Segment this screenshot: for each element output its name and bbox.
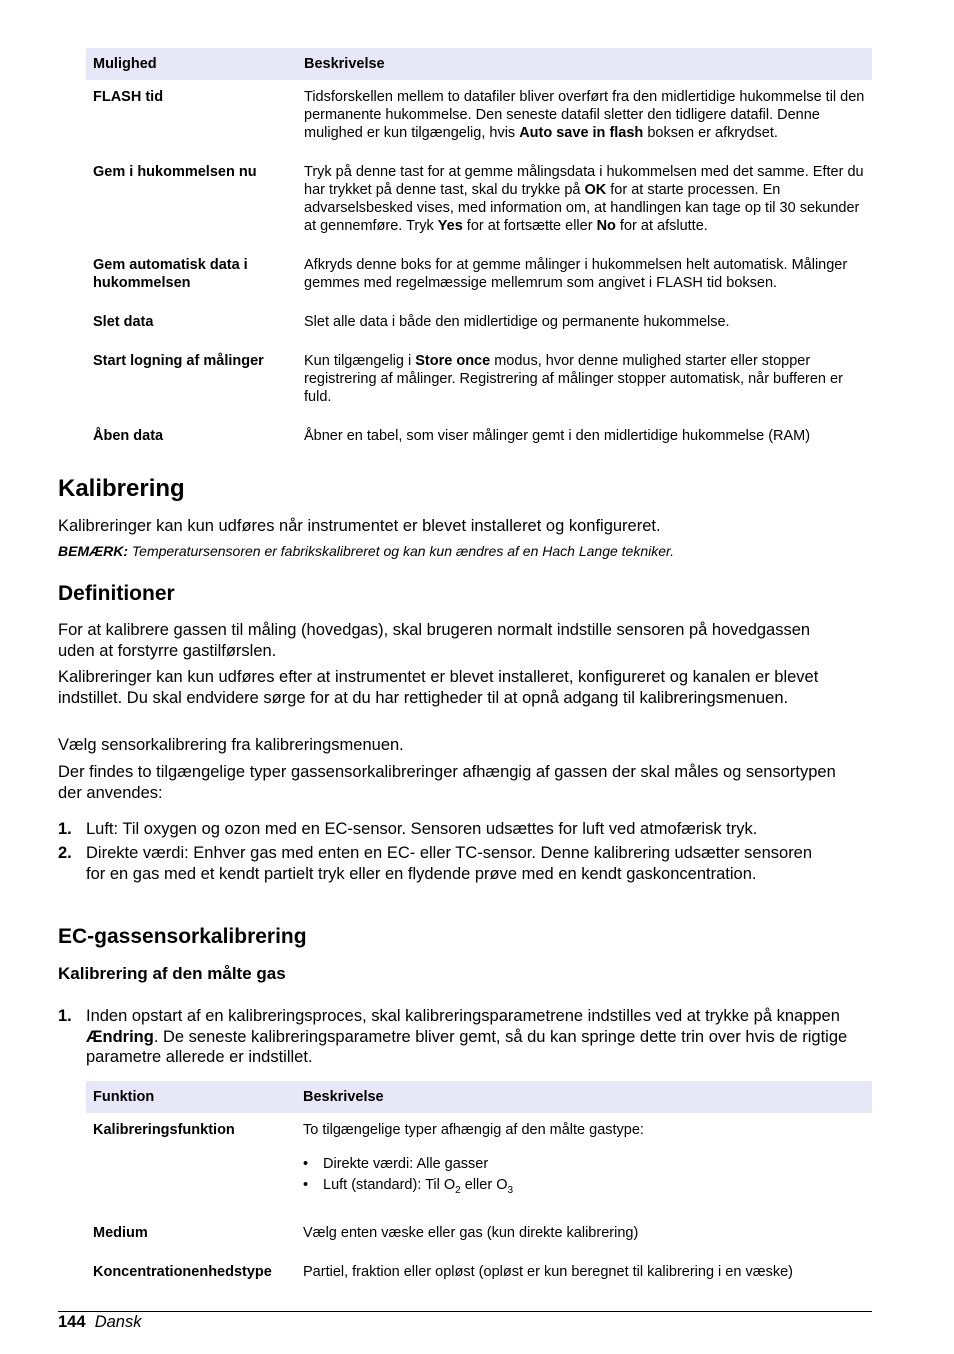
bullet-list [303, 1155, 865, 1200]
note-text: Temperatursensoren er fabrikskalibreret og kan kun ændres af en Hach Lange tekniker. [128, 543, 675, 559]
function-name: Koncentrationenhedstype [93, 1263, 272, 1280]
function-description: To tilgængelige typer afhængig af den målte gastype: • Direkte værdi: Alle gasser • Luft (standard): Til $O_2$ eller $O_3$ [296, 1113, 872, 1217]
option-name: Åben data [93, 428, 164, 444]
table-row [86, 249, 872, 306]
footer-language: Dansk [94, 1313, 142, 1331]
section-title-ec: EC-gassensorkalibrering [58, 925, 307, 948]
option-name: Start logning af målinger [93, 353, 264, 369]
column-header: Beskrivelse [296, 1081, 872, 1113]
list-number: 1. [58, 820, 72, 838]
function-table [86, 1081, 872, 1288]
table-header-row [86, 1081, 872, 1113]
note [58, 543, 674, 559]
function-description: Vælg enten væske eller gas (kun direkte kalibrering) [303, 1224, 639, 1241]
option-description: Afkryds denne boks for at gemme målinger i hukommelsen helt automatisk. Målinger gemmes med regelmæssige mellemrum som angivet i FLASH tid boksen. [304, 257, 848, 291]
option-description: Åbner en tabel, som viser målinger gemt i den midlertidige hukommelse (RAM) [304, 428, 811, 444]
column-header: Beskrivelse [297, 48, 872, 80]
section-title-kalibrering: Kalibrering [58, 475, 185, 502]
change-button-label: Ændring [86, 1027, 154, 1046]
paragraph: For at kalibrere gassen til måling (hovedgas), skal brugeren normalt indstille sensoren på hovedgassen uden at forstyrre gastilførslen. [58, 621, 811, 660]
footer-divider [58, 1311, 872, 1312]
option-name: FLASH tid [93, 89, 164, 105]
list-text: Direkte værdi: Enhver gas med enten en EC- eller TC-sensor. Denne kalibrering udsætter sensoren for en gas med et kendt partielt tryk eller en flydende prøve med en kendt gaskoncentration. [86, 844, 813, 883]
paragraph: Kalibreringer kan kun udføres efter at instrumentet er blevet installeret, konfigureret og kanalen er blevet indstillet. Du skal endvidere sørge for at du har rettigheder til at opnå adgang til kalibreringsmenuen. [58, 668, 819, 707]
column-header: Mulighed [86, 48, 297, 80]
note-label: BEMÆRK: [58, 543, 128, 559]
paragraph: Vælg sensorkalibrering fra kalibreringsmenuen. [58, 736, 404, 754]
function-description: Partiel, fraktion eller opløst (opløst er kun beregnet til kalibrering i en væske) [303, 1263, 793, 1280]
function-name: Kalibreringsfunktion [93, 1122, 235, 1138]
bullet-item: • Direkte værdi: Alle gasser [303, 1155, 865, 1173]
list-number: 1. [58, 1007, 72, 1025]
table-row [86, 1217, 872, 1256]
section-title-definitioner: Definitioner [58, 582, 175, 605]
paragraph: Der findes to tilgængelige typer gassensorkalibreringer afhængig af gassen der skal måles og sensortypen der anvendes: [58, 763, 836, 802]
table-row [86, 306, 872, 345]
table-row [86, 156, 872, 249]
options-table [86, 48, 872, 452]
page-number: 144 [58, 1313, 86, 1331]
table-row [86, 1256, 872, 1288]
option-name: Gem i hukommelsen nu [93, 164, 257, 180]
option-description: Slet alle data i både den midlertidige og permanente hukommelse. [304, 314, 730, 330]
table-row [86, 1113, 872, 1217]
list-text: Luft: Til oxygen og ozon med en EC-sensor. Sensoren udsættes for luft ved atmofærisk tryk. [86, 820, 758, 838]
kalibrering-intro: Kalibreringer kan kun udføres når instrumentet er blevet installeret og konfigureret. [58, 517, 661, 535]
list-number: 2. [58, 844, 72, 862]
option-name: Slet data [93, 314, 154, 330]
option-description: Tidsforskellen mellem to datafiler bliver overført fra den midlertidige hukommelse til den permanente hukommelse. Den seneste datafil sletter den tidligere datafil. Denne mulighed er kun tilgængelig, hvis Auto save in flash boksen er afkrydset. [304, 89, 865, 141]
table-row [86, 420, 872, 452]
table-row [86, 80, 872, 156]
subsection-title: Kalibrering af den målte gas [58, 964, 286, 983]
option-description: Tryk på denne tast for at gemme målingsdata i hukommelsen med det samme. Efter du har trykket på denne tast, skal du trykke på OK for at starte processen. En advarselsbesked vises, med information om, at handlingen kan tage op til 30 sekunder at gennemføre. Tryk Yes for at fortsætte eller No for at afslutte. [304, 164, 864, 234]
list-text: Inden opstart af en kalibreringsproces, skal kalibreringsparametrene indstilles ved at trykke på knappen Ændring. De seneste kalibreringsparametre bliver gemt, så du kan springe dette trin over hvis de rigtige parametre allerede er indstillet. [86, 1007, 848, 1066]
table-header-row [86, 48, 872, 80]
table-row [86, 345, 872, 420]
footer [58, 1313, 141, 1332]
column-header: Funktion [86, 1081, 296, 1113]
function-name: Medium [93, 1224, 148, 1241]
option-name: Gem automatisk data i hukommelsen [93, 257, 248, 291]
bullet-item: • Luft (standard): Til $O_2$ eller $O_3$ [303, 1176, 865, 1200]
option-description: Kun tilgængelig i Store once modus, hvor denne mulighed starter eller stopper registrering af målinger. Registrering af målinger stopper automatisk, når bufferen er fuld. [304, 353, 843, 405]
